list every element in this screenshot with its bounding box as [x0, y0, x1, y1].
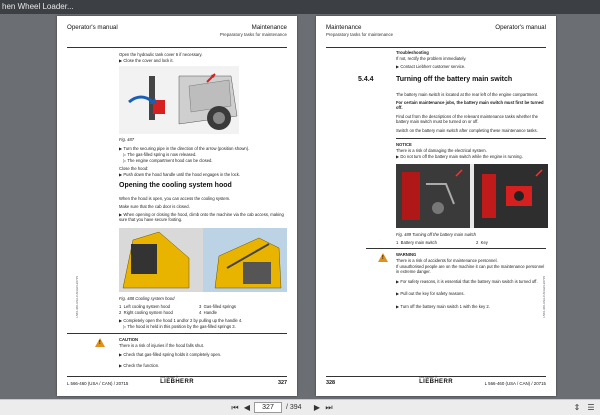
legend-item: 1 Battery main switch: [396, 240, 437, 245]
intro-text: Open the hydraulic tank cover 6 if necessary.: [119, 52, 203, 57]
caution-step: ▶ Check that gas-filled spring holds it completely open.: [119, 352, 222, 357]
result-held: ▷ The hood is held in this position by the gas-filled springs 3.: [123, 324, 236, 329]
intro-step-text: Close the cover and lock it.: [123, 58, 174, 63]
legend-item: 4 Handle: [199, 310, 217, 315]
result-released: ▷ The gas-filled spring is now released.: [123, 152, 197, 157]
footer-doc-code: L 566-460 (USA / CAN) / 20715: [67, 381, 129, 386]
cooling-hood-illustration: [119, 228, 287, 292]
page-footer: [67, 376, 287, 388]
section-title: Opening the cooling system hood: [119, 182, 232, 189]
step-text: Do not turn off the battery main switch while the engine is running.: [400, 154, 523, 159]
result-text: The gas-filled spring is now released.: [127, 152, 197, 157]
figure-487-caption: Fig. 487: [119, 137, 135, 142]
menu-icon[interactable]: ☰: [587, 403, 595, 412]
page-navigation-bar: [0, 399, 600, 415]
step-text: Push down the hood handle until the hood engages in the lock.: [123, 172, 241, 177]
section-paragraph: The battery main switch is located at the rear left of the engine compartment.: [396, 92, 539, 97]
prev-page-button[interactable]: ◀: [243, 403, 251, 412]
notice-box: [396, 138, 546, 159]
page-328: [316, 16, 556, 396]
troubleshooting-label: Troubleshooting: [396, 50, 429, 55]
figure-488: [119, 228, 287, 292]
section-paragraph: Switch on the battery main switch after completing these maintenance tasks.: [396, 128, 538, 133]
first-page-button[interactable]: ⏮: [231, 403, 239, 412]
header-section: Maintenance: [326, 24, 362, 31]
page-number-input[interactable]: [254, 402, 282, 413]
window-title: hen Wheel Loader...: [0, 0, 600, 14]
troubleshooting-step: ▶ Contact Liebherr customer service.: [396, 64, 466, 69]
header-subsection: Preparatory tasks for maintenance: [219, 32, 287, 37]
warning-step: ▶ Pull out the key for safety reasons.: [396, 291, 465, 296]
section-paragraph: Find out from the descriptions of the relevant maintenance tasks whether the battery main switch must be turned on or off.: [396, 114, 538, 125]
liebherr-logo: COPYRIGHT © LIEBHERR: [419, 376, 453, 385]
step-text: Completely open the hood 1 and/or 2 by pulling up the handle 4.: [123, 318, 243, 323]
section-step: ▶ When opening or closing the hood, climb onto the machine via the cab access, making sure that you have secure footing.: [119, 212, 284, 223]
caution-icon: [95, 338, 105, 347]
step-text: Check the function.: [123, 363, 160, 368]
check-function-step: ▶ Check the function.: [119, 363, 160, 368]
close-hood-heading: Close the hood:: [119, 166, 149, 171]
step-text: Contact Liebherr customer service.: [400, 64, 466, 69]
result-text: The engine compartment hood can be closed.: [127, 158, 213, 163]
legend-item: 1 Left cooling system hood: [119, 304, 170, 309]
intro-step: ▶ Close the cover and lock it.: [119, 58, 174, 63]
figure-489: [396, 164, 548, 228]
legend-item: 3 Gas-filled springs: [199, 304, 237, 309]
section-title: Turning off the battery main switch: [396, 76, 513, 83]
step-open-hood: ▶ Completely open the hood 1 and/or 2 by pulling up the handle 4.: [119, 318, 243, 323]
page-header: [326, 24, 546, 48]
page-number: 328: [326, 380, 335, 386]
legend-item: 2 Key: [476, 240, 488, 245]
last-page-button[interactable]: ⏭: [325, 403, 333, 412]
header-section: Maintenance: [251, 24, 287, 31]
liebherr-logo: COPYRIGHT © LIEBHERR: [160, 376, 194, 385]
header-subsection: Preparatory tasks for maintenance: [326, 32, 394, 37]
result-close: ▷ The engine compartment hood can be closed.: [123, 158, 213, 163]
caution-label: CAUTION: [119, 337, 139, 342]
step-text: Turn the securing pipe in the direction of the arrow (position shown).: [123, 146, 250, 151]
figure-489-caption: Fig. 489 Turning off the battery main switch: [396, 232, 476, 237]
side-code: L566-460-USA-CAN-EN-20715: [542, 276, 546, 318]
warning-text: There is a risk of accidents for maintenance personnel.: [396, 258, 498, 263]
caution-text: There is a risk of injuries if the hood falls shut.: [119, 343, 204, 348]
figure-487: [119, 66, 239, 134]
close-hood-step: ▶ Push down the hood handle until the hood engages in the lock.: [119, 172, 241, 177]
notice-text: There is a risk of damaging the electrical system.: [396, 148, 487, 153]
section-number: 5.4.4: [358, 76, 374, 83]
hood-lock-illustration: [119, 66, 239, 134]
page-327: [57, 16, 297, 396]
page-header: [67, 24, 287, 48]
page-footer: [326, 376, 546, 388]
page-number: 327: [278, 380, 287, 386]
side-code: L566-460-USA-CAN-EN-20715: [75, 276, 79, 318]
step-text: When opening or closing the hood, climb onto the machine via the cab access, making sure that you have secure footing.: [119, 212, 284, 223]
figure-488-caption: Fig. 488 Cooling system hood: [119, 296, 175, 301]
battery-switch-illustration: [396, 164, 548, 228]
document-viewer[interactable]: [0, 14, 600, 399]
caution-box: [67, 333, 287, 357]
header-title: Operator's manual: [67, 24, 118, 31]
step-text: For safety reasons, it is essential that the battery main switch is turned off.: [400, 279, 538, 284]
next-page-button[interactable]: ▶: [313, 403, 321, 412]
result-text: The hood is held in this position by the gas-filled springs 3.: [127, 324, 236, 329]
final-step: ▶ Turn off the battery main switch 1 with the key 2.: [396, 304, 490, 309]
footer-doc-code: L 566-460 (USA / CAN) / 20715: [484, 381, 546, 386]
section-paragraph-bold: For certain maintenance jobs, the battery main switch must first be turned off.: [396, 100, 544, 111]
total-pages: / 394: [286, 404, 302, 411]
warning-label: WARNING: [396, 252, 417, 257]
legend-item: 2 Right cooling system hood: [119, 310, 173, 315]
warning-step: ▶ For safety reasons, it is essential that the battery main switch is turned off.: [396, 279, 538, 284]
step-text: Turn off the battery main switch 1 with the key 2.: [400, 304, 490, 309]
scroll-mode-icon[interactable]: ⇕: [573, 403, 581, 412]
notice-label: NOTICE: [396, 142, 412, 147]
notice-step: ▶ Do not turn off the battery main switch while the engine is running.: [396, 154, 523, 159]
section-paragraph: When the hood is open, you can access the cooling system.: [119, 196, 231, 201]
warning-icon: [378, 253, 388, 262]
warning-box: [366, 248, 546, 296]
warning-text: If unauthorised people are on the machine it can put the maintenance personnel in extreme danger.: [396, 264, 545, 275]
troubleshooting-text: If not, rectify the problem immediately.: [396, 56, 467, 61]
header-title: Operator's manual: [495, 24, 546, 31]
section-paragraph: Make sure that the cab door is closed.: [119, 204, 190, 209]
step-turn-pipe: ▶ Turn the securing pipe in the direction of the arrow (position shown).: [119, 146, 250, 151]
step-text: Pull out the key for safety reasons.: [400, 291, 465, 296]
step-text: Check that gas-filled spring holds it completely open.: [123, 352, 222, 357]
